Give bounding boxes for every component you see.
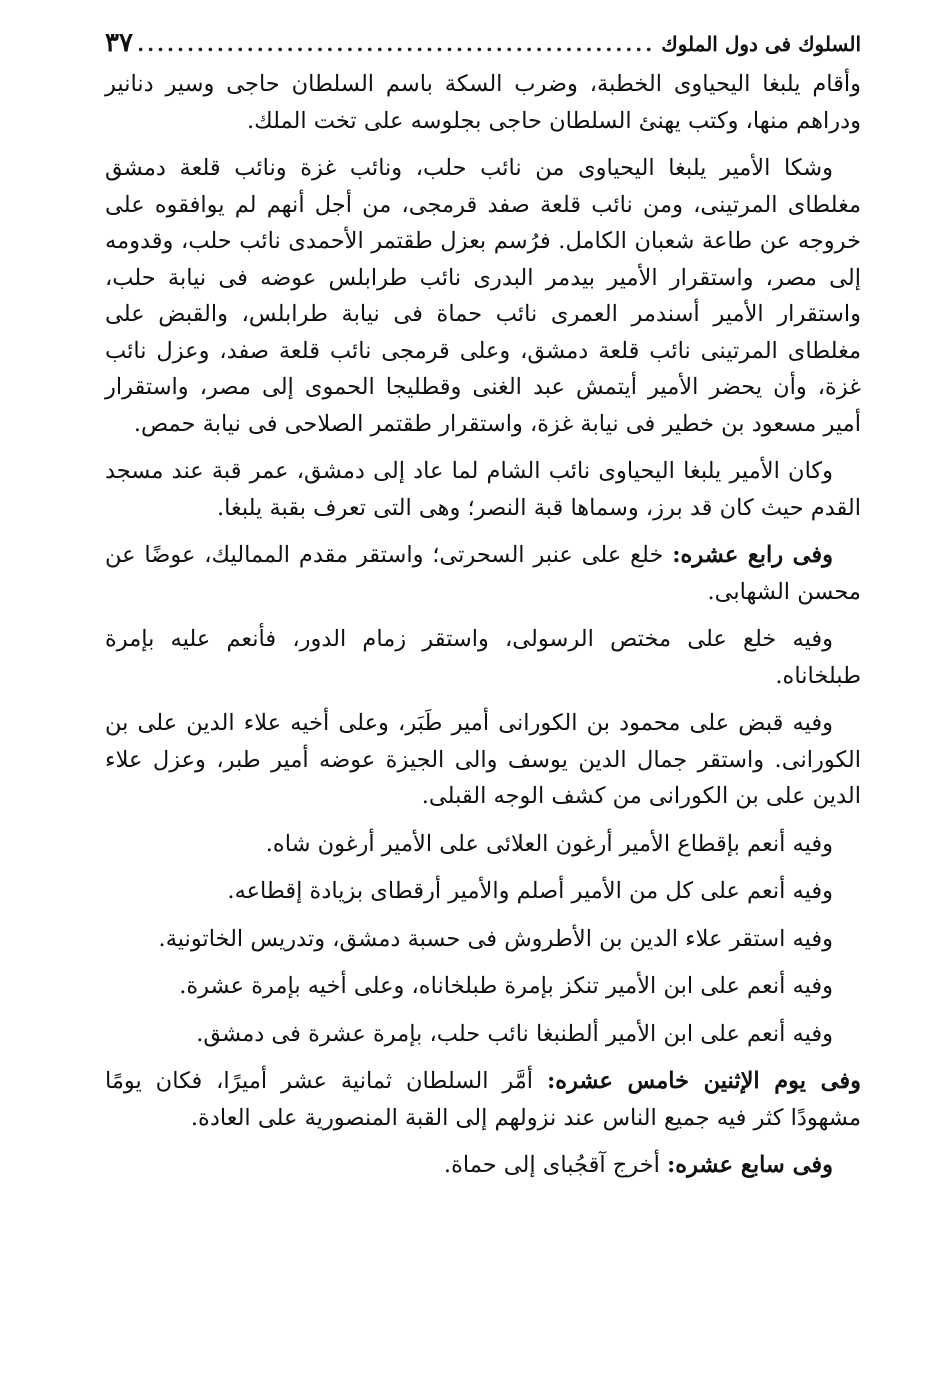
paragraph bbox=[105, 150, 861, 442]
book-page bbox=[105, 28, 861, 1195]
paragraph-text: وفيه خلع على مختص الرسولى، واستقر زمام الدور، فأنعم عليه بإمرة طبلخاناه. bbox=[105, 626, 861, 689]
paragraph bbox=[105, 1016, 861, 1053]
paragraph bbox=[105, 873, 861, 910]
paragraph-text: وفيه قبض على محمود بن الكورانى أمير طَبَر، وعلى أخيه علاء الدين على بن الكورانى. واستقر جمال الدين يوسف والى الجيزة عوضه أمير طبر، وعزل علاء الدين على بن الكورانى من كشف الوجه القبلى. bbox=[105, 710, 861, 809]
paragraph-text: وفيه أنعم على كل من الأمير أصلم والأمير أرقطاى بزيادة إقطاعه. bbox=[227, 878, 833, 904]
paragraph-text: وفيه أنعم على ابن الأمير ألطنبغا نائب حلب، بإمرة عشرة فى دمشق. bbox=[196, 1020, 833, 1047]
paragraph-text: خلع على عنبر السحرتى؛ واستقر مقدم المماليك، عوضًا عن محسن الشهابى. bbox=[105, 542, 861, 605]
paragraph-text: وشكا الأمير يلبغا اليحياوى من نائب حلب، ونائب غزة ونائب قلعة دمشق مغلطاى المرتينى، ومن نائب قلعة صفد قرمجى، من أجل أنهم لم يوافقوه على خروجه عن طاعة شعبان الكامل. فرُسم بعزل طقتمر الأحمدى نائب حلب، وقدومه إلى مصر، واستقرار الأمير بيدمر البدرى نائب طرابلس عوضه فى نيابة حلب، واستقرار الأمير أسندمر العمرى نائب حماة فى نيابة طرابلس، والقبض على مغلطاى المرتينى نائب قلعة دمشق، وعلى قرمجى نائب قلعة صفد، وعزل نائب غزة، وأن يحضر الأمير أيتمش عبد الغنى وقطليجا الحموى إلى مصر، واستقرار أمير مسعود بن خطير فى نيابة غزة، واستقرار طقتمر الصلاحى فى نيابة حمص. bbox=[105, 155, 861, 437]
paragraph bbox=[105, 1147, 861, 1184]
paragraph bbox=[105, 66, 861, 139]
book-title: السلوك فى دول الملوك bbox=[661, 32, 861, 56]
date-lead: وفى رابع عشره: bbox=[672, 542, 833, 568]
paragraph bbox=[105, 1063, 861, 1136]
date-lead: وفى يوم الإثنين خامس عشره: bbox=[546, 1068, 862, 1094]
paragraph-text: وفيه أنعم على ابن الأمير تنكز بإمرة طبلخاناه، وعلى أخيه بإمرة عشرة. bbox=[179, 973, 833, 999]
paragraph bbox=[105, 826, 861, 863]
paragraph-text: وكان الأمير يلبغا اليحياوى نائب الشام لما عاد إلى دمشق، عمر قبة عند مسجد القدم حيث كان قد برز، وسماها قبة النصر؛ وهى التى تعرف بقبة يلبغا. bbox=[105, 458, 861, 521]
paragraph bbox=[105, 537, 861, 610]
leader-dots bbox=[139, 32, 655, 56]
page-number: ٣٧ bbox=[105, 28, 133, 58]
paragraph-text: أمَّر السلطان ثمانية عشر أميرًا، فكان يومًا مشهودًا كثر فيه جميع الناس عند نزولهم إلى القبة المنصورية على العادة. bbox=[105, 1068, 861, 1131]
paragraph bbox=[105, 621, 861, 694]
paragraph-text: أخرج آقجُباى إلى حماة. bbox=[443, 1152, 660, 1178]
date-lead: وفى سابع عشره: bbox=[667, 1152, 833, 1178]
paragraph-text: وفيه أنعم بإقطاع الأمير أرغون العلائى على الأمير أرغون شاه. bbox=[265, 830, 833, 857]
paragraph-text: وأقام يلبغا اليحياوى الخطبة، وضرب السكة باسم السلطان حاجى وسير دنانير ودراهم منها، وكتب يهنئ السلطان حاجى بجلوسه على تخت الملك. bbox=[105, 71, 861, 134]
paragraph bbox=[105, 705, 861, 815]
paragraph bbox=[105, 968, 861, 1005]
paragraph bbox=[105, 921, 861, 958]
running-header bbox=[105, 28, 861, 66]
paragraph-text: وفيه استقر علاء الدين بن الأطروش فى حسبة دمشق، وتدريس الخاتونية. bbox=[158, 925, 833, 952]
paragraph bbox=[105, 453, 861, 526]
